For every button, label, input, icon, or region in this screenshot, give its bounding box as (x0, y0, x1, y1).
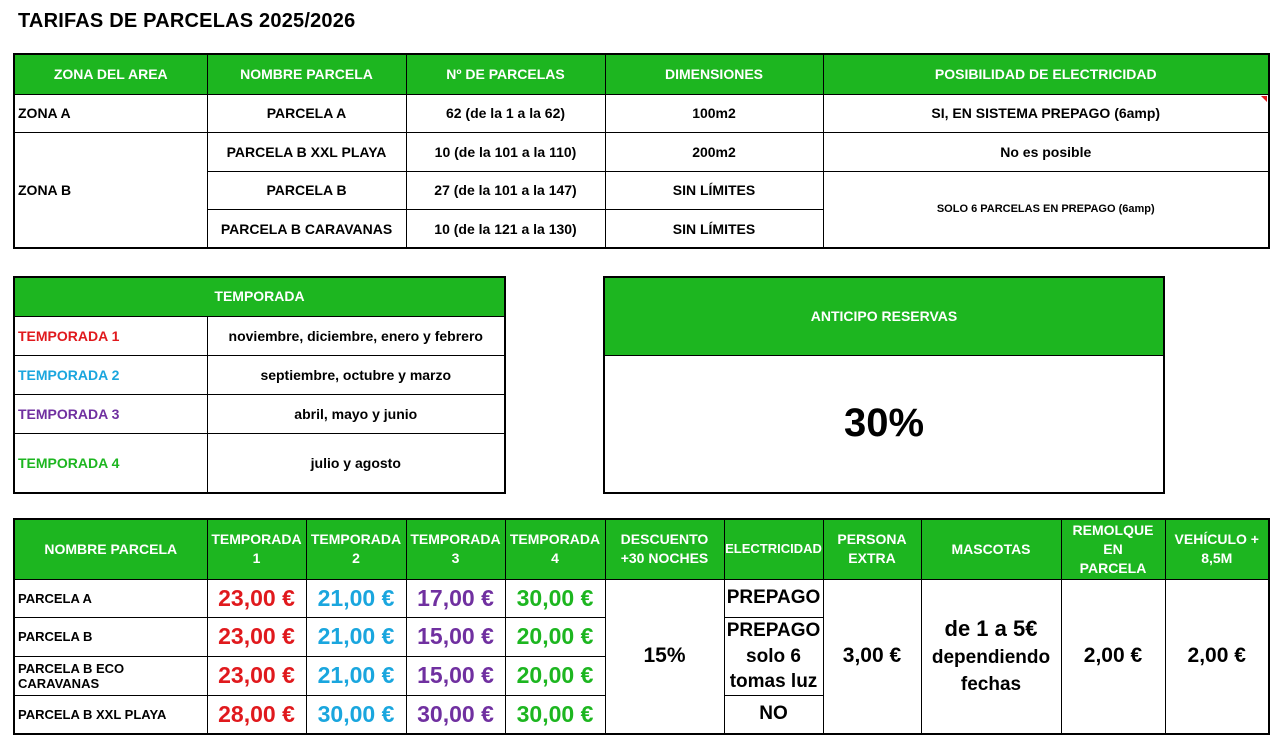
season-months: septiembre, octubre y marzo (207, 355, 505, 394)
parcel-count: 62 (de la 1 a la 62) (406, 94, 605, 133)
parcel-name: PARCELA B CARAVANAS (207, 210, 406, 249)
header-temporada-1: TEMPORADA 1 (207, 519, 306, 579)
header-temporada-3: TEMPORADA 3 (406, 519, 505, 579)
price-t2: 21,00 € (306, 579, 406, 618)
price-parcel-name: PARCELA B ECO CARAVANAS (14, 656, 207, 695)
table-row (14, 579, 1269, 618)
table-row (14, 133, 1269, 172)
electricity-value: PREPAGO solo 6 tomas luz (724, 618, 823, 696)
price-t3: 15,00 € (406, 656, 505, 695)
season-months: julio y agosto (207, 433, 505, 493)
parcel-electricity (823, 94, 1269, 133)
price-t1: 23,00 € (207, 656, 306, 695)
table-row (14, 355, 505, 394)
vehicle-value: 2,00 € (1165, 579, 1269, 734)
parcel-dimensions: 200m2 (605, 133, 823, 172)
price-t4: 30,00 € (505, 579, 605, 618)
parcel-dimensions: SIN LÍMITES (605, 210, 823, 249)
seasons-table (13, 276, 506, 494)
price-parcel-name: PARCELA A (14, 579, 207, 618)
price-t4: 20,00 € (505, 618, 605, 657)
header-numero: Nº DE PARCELAS (406, 54, 605, 94)
header-zona: ZONA DEL AREA (14, 54, 207, 94)
price-t1: 28,00 € (207, 695, 306, 734)
parcel-dimensions: SIN LÍMITES (605, 171, 823, 210)
parcel-dimensions: 100m2 (605, 94, 823, 133)
season-label: TEMPORADA 2 (14, 355, 207, 394)
price-t3: 15,00 € (406, 618, 505, 657)
parcel-count: 10 (de la 101 a la 110) (406, 133, 605, 172)
parcel-count: 27 (de la 101 a la 147) (406, 171, 605, 210)
header-vehiculo: VEHÍCULO + 8,5M (1165, 519, 1269, 579)
header-electricidad: POSIBILIDAD DE ELECTRICIDAD (823, 54, 1269, 94)
parcel-name: PARCELA A (207, 94, 406, 133)
prices-table (13, 518, 1270, 735)
parcel-electricity: No es posible (823, 133, 1269, 172)
header-persona-extra: PERSONA EXTRA (823, 519, 921, 579)
deposit-table (603, 276, 1165, 494)
zones-header-row (14, 54, 1269, 94)
extra-person-value: 3,00 € (823, 579, 921, 734)
season-months: noviembre, diciembre, enero y febrero (207, 316, 505, 355)
table-row (14, 433, 505, 493)
price-t1: 23,00 € (207, 579, 306, 618)
header-nombre-parcela: NOMBRE PARCELA (14, 519, 207, 579)
electricity-value: NO (724, 695, 823, 734)
price-t3: 30,00 € (406, 695, 505, 734)
season-label: TEMPORADA 1 (14, 316, 207, 355)
price-t2: 30,00 € (306, 695, 406, 734)
price-t2: 21,00 € (306, 618, 406, 657)
deposit-header: ANTICIPO RESERVAS (604, 277, 1164, 355)
page-title: TARIFAS DE PARCELAS 2025/2026 (18, 10, 356, 32)
parcel-name: PARCELA B (207, 171, 406, 210)
zone-b-cell: ZONA B (14, 133, 207, 249)
header-descuento: DESCUENTO +30 NOCHES (605, 519, 724, 579)
zones-table (13, 53, 1270, 249)
header-dimensiones: DIMENSIONES (605, 54, 823, 94)
table-row (14, 94, 1269, 133)
trailer-value: 2,00 € (1061, 579, 1165, 734)
header-electricidad: ELECTRICIDAD (724, 519, 823, 579)
header-remolque: REMOLQUE EN PARCELA (1061, 519, 1165, 579)
price-t4: 20,00 € (505, 656, 605, 695)
header-nombre: NOMBRE PARCELA (207, 54, 406, 94)
header-mascotas: MASCOTAS (921, 519, 1061, 579)
price-parcel-name: PARCELA B (14, 618, 207, 657)
seasons-header: TEMPORADA (14, 277, 505, 316)
discount-value: 15% (605, 579, 724, 734)
prices-header-row (14, 519, 1269, 579)
header-temporada-2: TEMPORADA 2 (306, 519, 406, 579)
table-row (14, 316, 505, 355)
comment-marker-icon (1261, 96, 1267, 102)
season-label: TEMPORADA 3 (14, 394, 207, 433)
parcel-electricity-text: SI, EN SISTEMA PREPAGO (6amp) (931, 105, 1161, 122)
price-t4: 30,00 € (505, 695, 605, 734)
parcel-count: 10 (de la 121 a la 130) (406, 210, 605, 249)
price-t1: 23,00 € (207, 618, 306, 657)
price-parcel-name: PARCELA B XXL PLAYA (14, 695, 207, 734)
header-temporada-4: TEMPORADA 4 (505, 519, 605, 579)
electricity-value: PREPAGO (724, 579, 823, 618)
price-t2: 21,00 € (306, 656, 406, 695)
parcel-name: PARCELA B XXL PLAYA (207, 133, 406, 172)
price-t3: 17,00 € (406, 579, 505, 618)
parcel-electricity: SOLO 6 PARCELAS EN PREPAGO (6amp) (823, 171, 1269, 248)
deposit-value: 30% (604, 355, 1164, 493)
table-row (14, 394, 505, 433)
pets-value: de 1 a 5€ dependiendo fechas (921, 579, 1061, 734)
zone-a-cell: ZONA A (14, 94, 207, 133)
season-months: abril, mayo y junio (207, 394, 505, 433)
season-label: TEMPORADA 4 (14, 433, 207, 493)
